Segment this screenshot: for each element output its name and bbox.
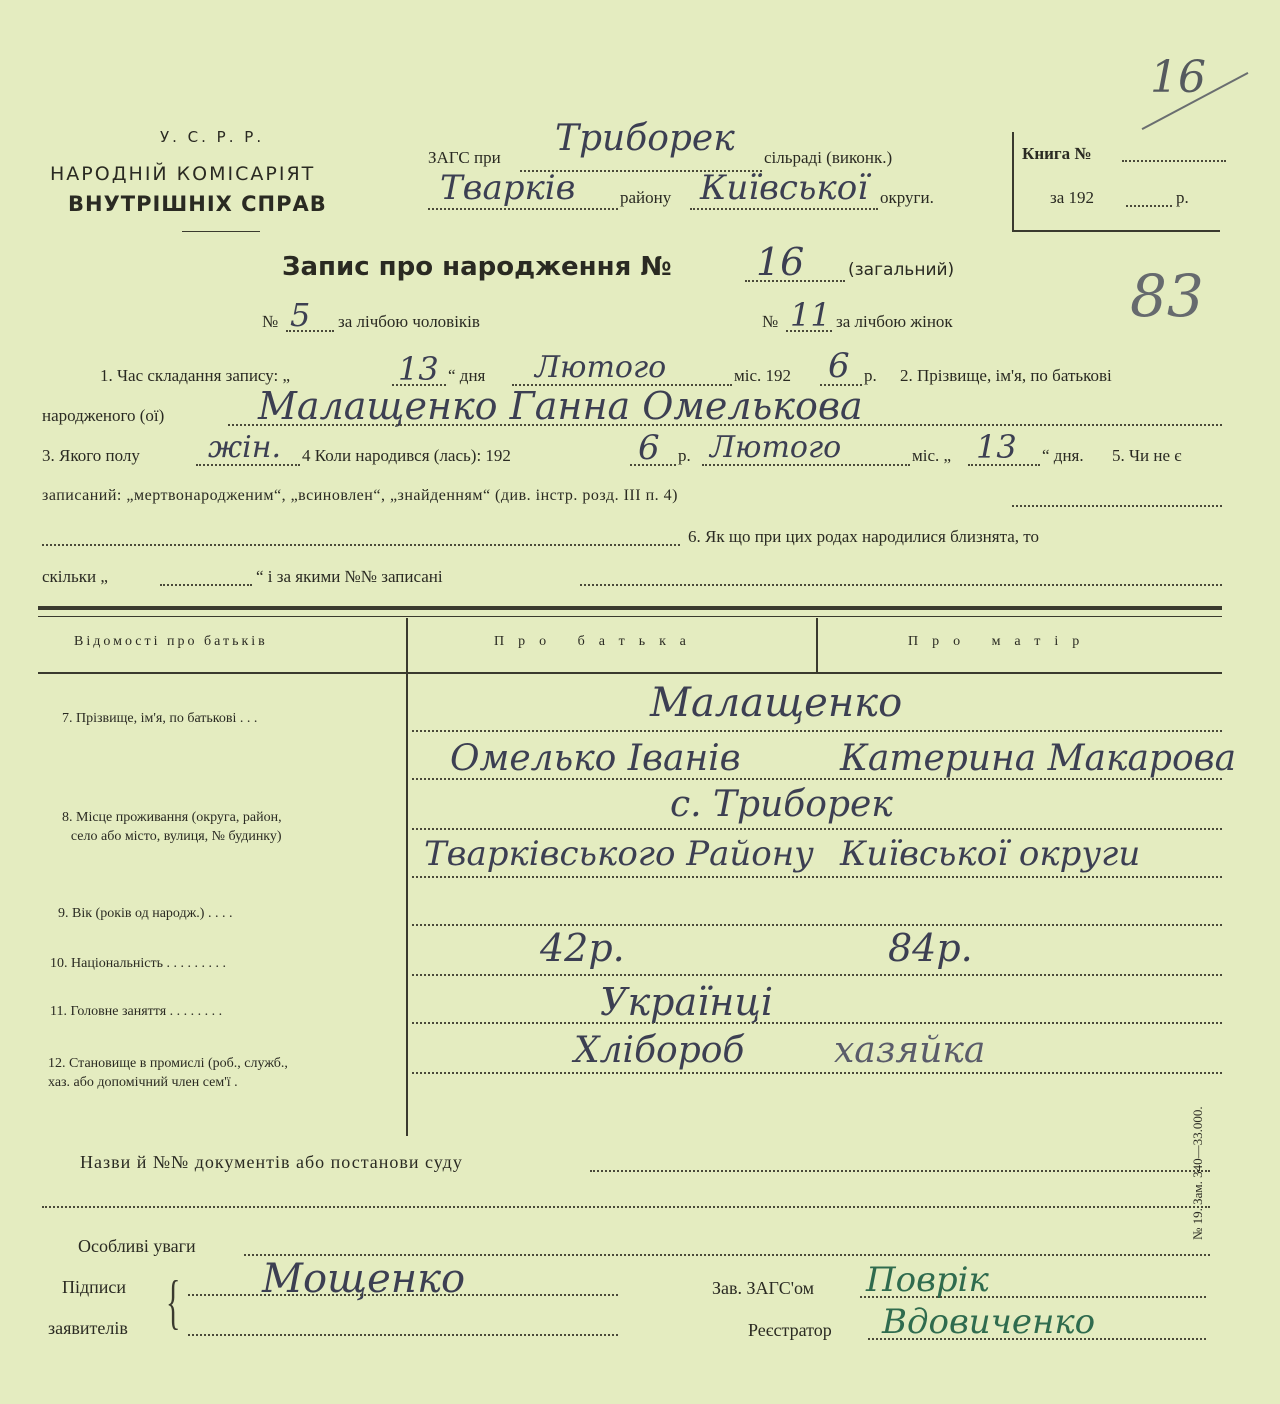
zags-label: ЗАГС при <box>428 148 501 167</box>
book-label: Книга № <box>1022 144 1092 163</box>
men-line <box>286 330 334 332</box>
f1-month-label: міс. 192 <box>734 366 792 385</box>
f5-line2: записаний: „мертвонародженим“, „всиновлен“, „знайденням“ (див. інстр. розд. III п. 4) <box>42 487 678 504</box>
f6-line2b: “ і за якими №№ записані <box>256 567 443 586</box>
father-name-value: Омелько Іванів <box>450 738 741 779</box>
row7-line <box>412 730 1222 732</box>
book-year-suffix: р. <box>1176 188 1189 207</box>
registrar-label: Реєстратор <box>748 1320 832 1340</box>
men-count: 5 <box>290 296 311 334</box>
born-line <box>228 424 1222 426</box>
row9-line <box>412 924 1222 926</box>
head-label: Зав. ЗАГС'ом <box>712 1278 814 1298</box>
applicant-line1 <box>188 1294 618 1296</box>
book-box-bottom <box>1012 230 1220 232</box>
row-label-10: 10. Національність . . . . . . . . . <box>50 956 227 971</box>
f3-label: 3. Якого полу <box>42 446 140 465</box>
f1-year-label: р. <box>864 366 877 385</box>
f4-label: 4 Коли народився (лась): 192 <box>302 446 511 465</box>
district-label: району <box>620 188 672 207</box>
row-label-9: 9. Вік (років од народж.) . . . . <box>58 906 233 921</box>
mother-age-value: 84р. <box>888 926 973 970</box>
women-count: 11 <box>790 296 831 334</box>
applicant-line2 <box>188 1334 618 1336</box>
row11-line <box>412 1022 1222 1024</box>
women-line <box>786 330 832 332</box>
head-line <box>860 1296 1206 1298</box>
docs-line2 <box>42 1206 1210 1208</box>
col-mother-header: Про матір <box>908 634 1094 649</box>
okruga-value: Київської <box>700 168 869 208</box>
f1-month: Лютого <box>535 350 667 385</box>
f1-label: 1. Час складання запису: „ <box>100 366 291 385</box>
row-label-11: 11. Головне заняття . . . . . . . . <box>50 1004 223 1019</box>
f4-month-line <box>702 464 910 466</box>
authority-rule <box>182 231 260 232</box>
col-parents-header: Відомості про батьків <box>74 634 268 649</box>
table-header-rule <box>38 672 1222 674</box>
f4-day: 13 <box>976 428 1017 466</box>
row12-line <box>412 1072 1222 1074</box>
f1-day-label: “ дня <box>448 366 486 385</box>
surname-value: Малащенко <box>650 680 903 726</box>
f6-line2a: скільки „ <box>42 567 108 586</box>
table-top-rule <box>38 606 1222 610</box>
sign-label1: Підписи <box>62 1277 127 1297</box>
margin-number: 83 <box>1130 262 1204 330</box>
registrar-signature: Вдовиченко <box>882 1302 1096 1342</box>
women-label: за лічбою жінок <box>836 312 953 331</box>
f5-label: 5. Чи не є <box>1112 446 1182 465</box>
mother-name-value: Катерина Макарова <box>840 738 1237 779</box>
docs-line <box>590 1170 1210 1172</box>
record-title-suffix: (загальний) <box>848 260 955 280</box>
row8-line <box>412 828 1222 830</box>
born-label: народженого (ої) <box>42 406 165 425</box>
residence-village-value: с. Триборек <box>670 784 893 825</box>
docs-label: Назви й №№ документів або постанови суду <box>80 1152 463 1172</box>
f6-label: 6. Як що при цих родах народилися близнята, то <box>688 527 1039 546</box>
sign-brace: { <box>166 1269 181 1335</box>
okruga-label: округи. <box>880 188 934 207</box>
authority-line3: ВНУТРІШНІХ СПРАВ <box>68 192 327 216</box>
record-number: 16 <box>756 240 805 284</box>
f5-line-end <box>1012 505 1222 507</box>
table-col-divider2 <box>816 618 818 672</box>
okruga-line <box>690 208 878 210</box>
print-code: № 19. Зам. 340—33.000. <box>1190 1106 1205 1240</box>
head-signature: Поврік <box>866 1260 989 1300</box>
f4-r: р. <box>678 446 691 465</box>
born-value: Малащенко Ганна Омелькова <box>258 384 863 428</box>
f1-year: 6 <box>828 346 850 386</box>
residence-district-value: Тварківського Району <box>424 834 814 874</box>
residence-okruga-value: Київської округи <box>840 834 1141 874</box>
registrar-line <box>868 1338 1206 1340</box>
table-top-rule2 <box>38 616 1222 617</box>
applicant-signature: Мощенко <box>262 1256 466 1302</box>
women-no: № <box>762 312 779 331</box>
row-label-7: 7. Прізвище, ім'я, по батькові . . . <box>62 711 258 726</box>
authority-line1: У. С. Р. Р. <box>160 128 265 146</box>
row10-line <box>412 974 1222 976</box>
father-age-value: 42р. <box>540 926 625 970</box>
authority-line2: НАРОДНІЙ КОМІСАРІЯТ <box>50 163 316 185</box>
row8b-line <box>412 876 1222 878</box>
f4-day-line <box>968 464 1040 466</box>
nationality-value: Українці <box>600 980 773 1024</box>
corner-number: 16 <box>1150 52 1206 103</box>
record-title: Запис про народження № <box>282 252 672 282</box>
notes-label: Особливі уваги <box>78 1236 196 1256</box>
book-box-left <box>1012 132 1014 232</box>
f4-month-label: міс. „ <box>912 446 952 465</box>
father-occupation-value: Хлібороб <box>574 1030 745 1071</box>
zags-value: Триборек <box>555 118 735 159</box>
f3-value: жін. <box>208 430 281 465</box>
f6-count-line <box>160 584 252 586</box>
sign-label2: заявителів <box>48 1318 128 1338</box>
f4-year-line <box>630 464 676 466</box>
book-line <box>1122 160 1226 162</box>
f4-day-label: “ дня. <box>1042 446 1084 465</box>
f3-line <box>196 464 300 466</box>
f5-answer-line <box>42 544 680 546</box>
f4-month: Лютого <box>710 430 842 465</box>
district-line <box>428 208 618 210</box>
row-label-8: 8. Місце проживання (округа, район, село або місто, вулиця, № будинку) <box>62 810 282 844</box>
f2-label: 2. Прізвище, ім'я, по батькові <box>900 366 1112 385</box>
row-label-12: 12. Становище в промислі (роб., служб., хаз. або допомічний член сем'ї . <box>48 1056 288 1090</box>
book-year-label: за 192 <box>1050 188 1095 207</box>
record-number-line <box>745 280 845 282</box>
col-father-header: Про батька <box>494 634 700 649</box>
silrada-label: сільраді (виконк.) <box>764 148 893 167</box>
district-value: Тварків <box>440 168 576 208</box>
table-col-divider1 <box>406 618 408 1136</box>
f1-day: 13 <box>398 350 439 388</box>
f4-year: 6 <box>638 428 660 468</box>
book-year-line <box>1126 205 1172 207</box>
mother-occupation-value: хазяйка <box>834 1030 986 1071</box>
men-no: № <box>262 312 279 331</box>
f6-numbers-line <box>580 584 1222 586</box>
men-label: за лічбою чоловіків <box>338 312 480 331</box>
